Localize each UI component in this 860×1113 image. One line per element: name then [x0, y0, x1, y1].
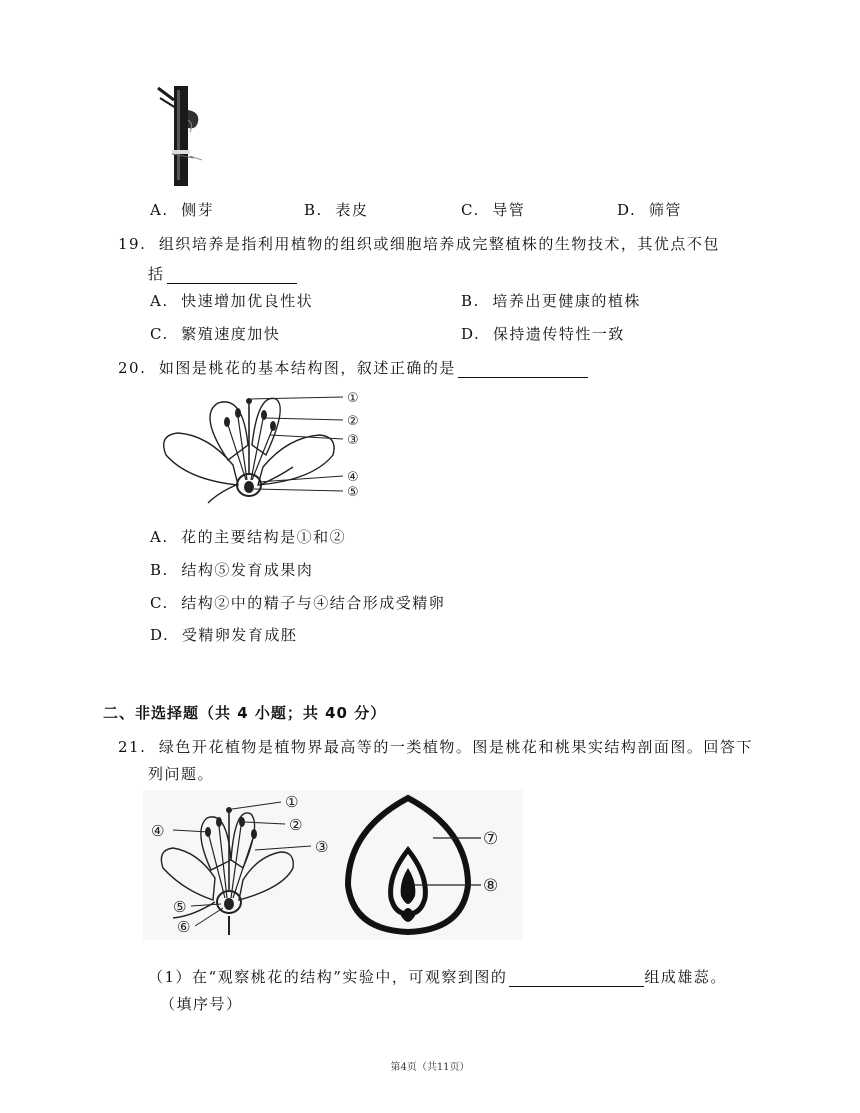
section-title: 二、非选择题（共 4 小题；共 40 分）: [103, 704, 387, 722]
q18-option-b: B. 表皮: [304, 201, 369, 219]
q21-flower-label-1: ①: [285, 793, 299, 811]
q21-sub1-line1: （1）在“观察桃花的结构”实验中，可观察到图的 组成雄蕊。: [148, 968, 727, 986]
page-footer: 第4页（共11页）: [390, 1062, 470, 1073]
q19-stem-line2: 括: [148, 264, 297, 284]
q18-option-c: C. 导管: [461, 201, 526, 219]
q19-stem-line1: 19. 组织培养是指利用植物的组织或细胞培养成完整植株的生物技术，其优点不包: [118, 235, 720, 253]
q19-option-a: A. 快速增加优良性状: [150, 292, 314, 310]
q19-option-d: D. 保持遗传特性一致: [461, 325, 625, 343]
q21-stem-line1: 21. 绿色开花植物是植物界最高等的一类植物。图是桃花和桃果实结构剖面图。回答下: [118, 738, 753, 756]
q20-option-d: D. 受精卵发育成胚: [150, 626, 298, 644]
q21-flower-label-2: ②: [289, 816, 303, 834]
q20-label-4: ④: [347, 470, 359, 485]
q21-number: 21.: [118, 738, 147, 756]
q21-flower-label-4: ④: [151, 822, 165, 840]
q20-stem: 20. 如图是桃花的基本结构图，叙述正确的是: [118, 358, 588, 378]
q20-label-5: ⑤: [347, 485, 359, 500]
q19-option-c: C. 繁殖速度加快: [150, 325, 281, 343]
q21-stem-line2: 列问题。: [148, 765, 215, 783]
q20-label-1: ①: [347, 391, 359, 406]
q20-label-3: ③: [347, 433, 359, 448]
q21-figure: [143, 790, 523, 940]
q21-sub1-line2: （填序号）: [160, 995, 243, 1013]
q18-option-d: D. 筛管: [617, 201, 682, 219]
q21-flower-label-6: ⑥: [177, 918, 191, 936]
q20-option-a: A. 花的主要结构是①和②: [150, 528, 347, 546]
q21-fruit-label-7: ⑦: [483, 829, 499, 849]
q20-answer-blank[interactable]: [458, 361, 588, 378]
q20-number: 20.: [118, 359, 147, 377]
q20-label-2: ②: [347, 414, 359, 429]
q20-option-b: B. 结构⑤发育成果肉: [150, 561, 314, 579]
q18-stem-figure: [150, 80, 210, 190]
q21-flower-label-5: ⑤: [173, 898, 187, 916]
q21-fruit-label-8: ⑧: [483, 876, 499, 896]
q19-option-b: B. 培养出更健康的植株: [461, 292, 641, 310]
q19-answer-blank[interactable]: [167, 267, 297, 284]
q20-flower-figure: [148, 385, 368, 515]
q19-number: 19.: [118, 235, 147, 253]
q20-option-c: C. 结构②中的精子与④结合形成受精卵: [150, 594, 446, 612]
q21-flower-label-3: ③: [315, 838, 329, 856]
q21-sub1-answer-blank[interactable]: [509, 970, 644, 987]
q18-option-a: A. 侧芽: [150, 201, 215, 219]
